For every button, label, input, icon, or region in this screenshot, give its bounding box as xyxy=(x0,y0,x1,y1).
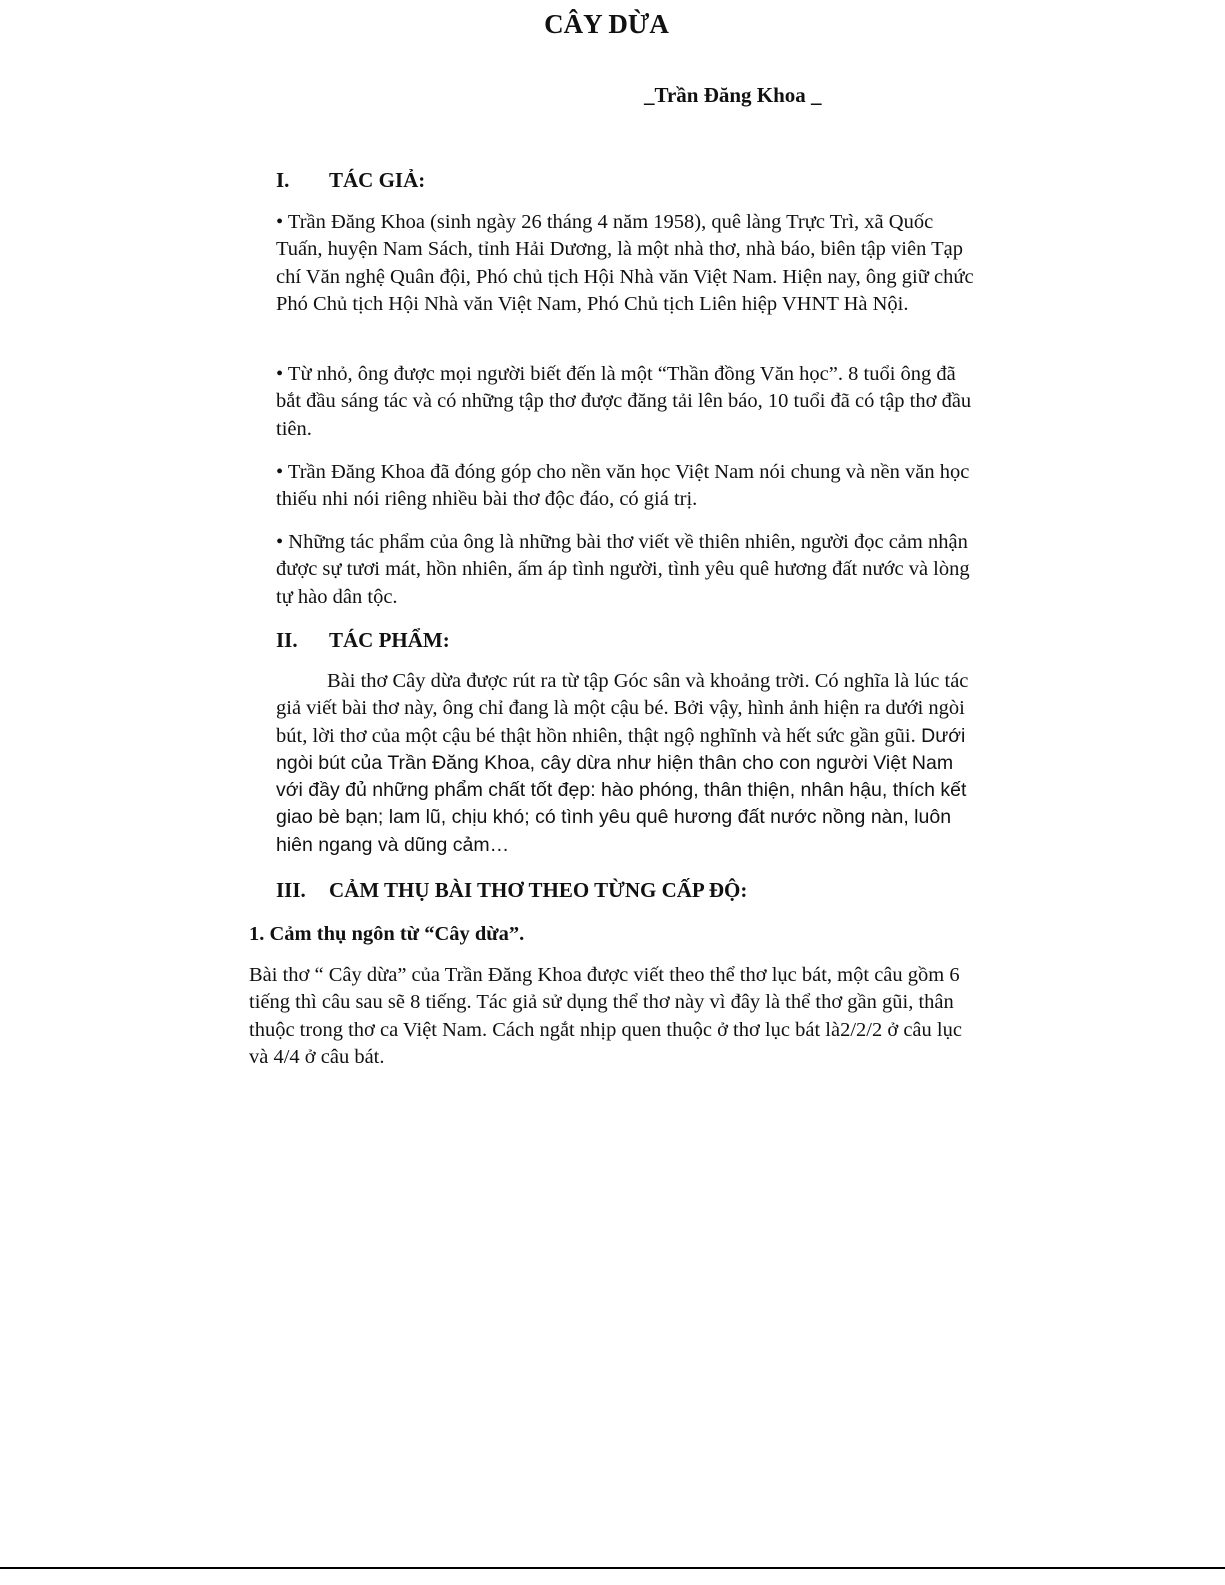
work-paragraph-sans: Dưới ngòi bút của Trần Đăng Khoa, cây dừa như hiện thân cho con người Việt Nam với đầy đủ những phẩm chất tốt đẹp: hào phóng, thân thiện, nhân hậu, thích kết giao bè bạn; lam lũ, chịu khó; có tình yêu quê hương đất nước nồng nàn, luôn hiên ngang và dũng cảm… xyxy=(276,724,967,856)
author-paragraph: • Trần Đăng Khoa đã đóng góp cho nền văn học Việt Nam nói chung và nền văn học thiếu nhi nói riêng nhiều bài thơ độc đáo, có giá trị. xyxy=(276,461,970,511)
author-name: _Trần Đăng Khoa _ xyxy=(644,83,822,107)
section-number: II. xyxy=(276,628,298,652)
appreciation-paragraph: Bài thơ “ Cây dừa” của Trần Đăng Khoa được viết theo thể thơ lục bát, một câu gồm 6 tiếng thì câu sau sẽ 8 tiếng. Tác giả sử dụng thể thơ này vì đây là thể thơ gần gũi, thân thuộc trong thơ ca Việt Nam. Cách ngắt nhịp quen thuộc ở thơ lục bát là2/2/2 ở câu lục và 4/4 ở câu bát. xyxy=(249,964,962,1068)
subsection-heading: 1. Cảm thụ ngôn từ “Cây dừa”. xyxy=(249,923,525,945)
section-number: III. xyxy=(276,878,306,902)
section-heading-appreciation xyxy=(276,875,747,905)
work-paragraph xyxy=(276,668,976,859)
author-paragraph: • Trần Đăng Khoa (sinh ngày 26 tháng 4 năm 1958), quê làng Trực Trì, xã Quốc Tuấn, huyện Nam Sách, tỉnh Hải Dương, là một nhà thơ, nhà báo, biên tập viên Tạp chí Văn nghệ Quân đội, Phó chủ tịch Hội Nhà văn Việt Nam. Hiện nay, ông giữ chức Phó Chủ tịch Hội Nhà văn Việt Nam, Phó Chủ tịch Liên hiệp VHNT Hà Nội. xyxy=(276,211,974,315)
section-title: TÁC PHẨM: xyxy=(329,628,450,652)
section-title: CẢM THỤ BÀI THƠ THEO TỪNG CẤP ĐỘ: xyxy=(329,878,748,902)
section-title: TÁC GIẢ: xyxy=(329,168,426,192)
document-title: CÂY DỪA xyxy=(544,9,669,39)
author-paragraph: • Những tác phẩm của ông là những bài thơ viết về thiên nhiên, người đọc cảm nhận được sự tươi mát, hồn nhiên, ấm áp tình người, tình yêu quê hương đất nước và lòng tự hào dân tộc. xyxy=(276,531,970,608)
section-heading-work xyxy=(276,625,450,655)
section-heading-author xyxy=(276,165,425,195)
work-paragraph-serif: Bài thơ Cây dừa được rút ra từ tập Góc sân và khoảng trời. Có nghĩa là lúc tác giả viết bài thơ này, ông chỉ đang là một cậu bé. Bởi vậy, hình ảnh hiện ra dưới ngòi bút, lời thơ của một cậu bé thật hồn nhiên, thật ngộ nghĩnh và hết sức gần gũi. xyxy=(276,670,969,747)
page-bottom-rule xyxy=(0,1567,1225,1569)
section-number: I. xyxy=(276,168,290,192)
author-paragraph: • Từ nhỏ, ông được mọi người biết đến là một “Thần đồng Văn học”. 8 tuổi ông đã bắt đầu sáng tác và có những tập thơ được đăng tải lên báo, 10 tuổi đã có tập thơ đầu tiên. xyxy=(276,363,972,440)
